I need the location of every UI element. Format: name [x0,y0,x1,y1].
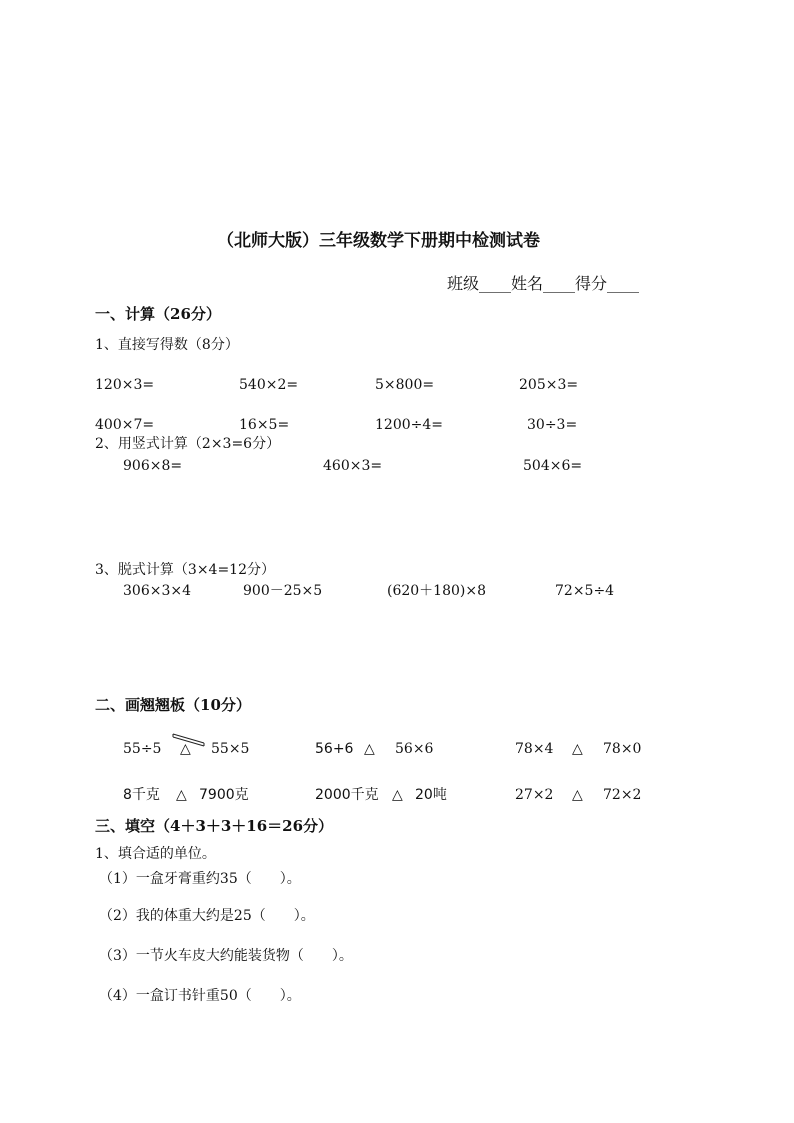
fill-blank-item: （4）一盒订书针重50（ ）。 [99,988,301,1004]
compare-right: 20吨 [415,787,447,803]
section3-part1-label: 1、填合适的单位。 [95,846,216,862]
calc-item: 400×7= [95,417,155,433]
page-title: （北师大版）三年级数学下册期中检测试卷 [217,231,540,251]
seesaw-plank-example [171,731,211,747]
fill-blank-item: （2）我的体重大约是25（ ）。 [99,908,315,924]
section2-heading: 二、画翘翘板（10分） [95,696,251,714]
vertical-calc-item: 906×8= [123,458,183,474]
calc-item: 205×3= [519,377,579,393]
compare-left: 56+6 [315,741,354,757]
triangle-icon: △ [180,741,191,757]
calc-item: 1200÷4= [375,417,443,433]
fill-blank-item: （1）一盒牙膏重约35（ ）。 [99,871,301,887]
compare-left: 78×4 [515,741,554,757]
triangle-icon: △ [572,787,583,803]
compare-right: 72×2 [603,787,642,803]
compare-left: 8千克 [123,787,160,803]
compare-left: 55÷5 [123,741,162,757]
section1-part1-label: 1、直接写得数（8分） [95,337,239,353]
compare-right: 78×0 [603,741,642,757]
compare-right: 55×5 [211,741,250,757]
expression-item: (620＋180)×8 [387,583,487,599]
expression-item: 306×3×4 [123,583,191,599]
section1-part2-label: 2、用竖式计算（2×3=6分） [95,436,281,452]
calc-item: 120×3= [95,377,155,393]
section1-heading: 一、计算（26分） [95,305,221,323]
vertical-calc-item: 504×6= [523,458,583,474]
expression-item: 72×5÷4 [555,583,615,599]
fill-blank-item: （3）一节火车皮大约能装货物（ ）。 [99,948,353,964]
compare-right: 56×6 [395,741,434,757]
triangle-icon: △ [392,787,403,803]
triangle-icon: △ [176,787,187,803]
calc-item: 16×5= [239,417,290,433]
student-info-line: 班级____姓名____得分____ [447,274,640,293]
compare-left: 2000千克 [315,787,379,803]
section1-part3-label: 3、脱式计算（3×4=12分） [95,562,275,578]
compare-left: 27×2 [515,787,554,803]
calc-item: 5×800= [375,377,435,393]
triangle-icon: △ [364,741,375,757]
vertical-calc-item: 460×3= [323,458,383,474]
section3-heading: 三、填空（4＋3＋3＋16＝26分） [95,817,334,835]
compare-right: 7900克 [199,787,249,803]
triangle-icon: △ [572,741,583,757]
calc-item: 540×2= [239,377,299,393]
expression-item: 900－25×5 [243,583,323,599]
seesaw-plank-icon [173,734,204,746]
calc-item: 30÷3= [527,417,578,433]
